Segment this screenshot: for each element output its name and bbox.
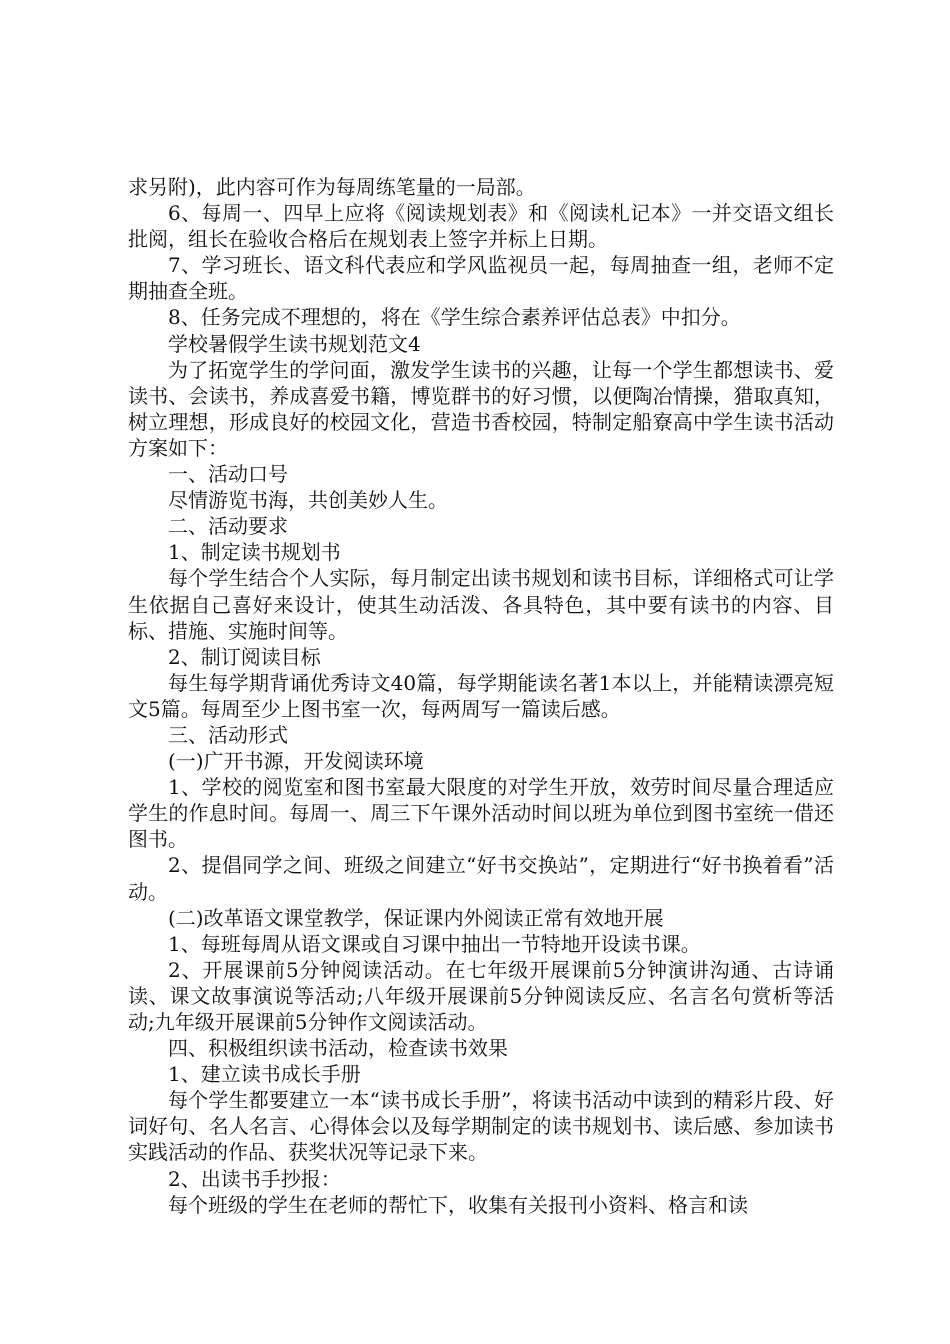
paragraph: 2、开展课前5分钟阅读活动。在七年级开展课前5分钟演讲沟通、古诗诵读、课文故事演说等活动;八年级开展课前5分钟阅读反应、名言名句赏析等活动;九年级开展课前5分钟作文阅读活动。 <box>128 957 834 1034</box>
section-heading: 四、积极组织读书活动，检查读书效果 <box>168 1036 508 1061</box>
section-heading: 一、活动口号 <box>168 462 288 487</box>
subsection-heading: (二)改革语文课堂教学，保证课内外阅读正常有效地开展 <box>168 905 664 930</box>
paragraph: 7、学习班长、语文科代表应和学风监视员一起，每周抽查一组，老师不定期抽查全班。 <box>128 253 834 304</box>
section-heading: 二、活动要求 <box>168 514 288 539</box>
paragraph: 每个学生结合个人实际，每月制定出读书规划和读书目标，详细格式可让学生依据自己喜好来设计，使其生动活泼、各具特色，其中要有读书的内容、目标、措施、实施时间等。 <box>128 566 834 643</box>
paragraph: 1、每班每周从语文课或自习课中抽出一节特地开设读书课。 <box>168 931 701 956</box>
paragraph: 6、每周一、四早上应将《阅读规划表》和《阅读札记本》一并交语文组长批阅，组长在验收合格后在规划表上签字并标上日期。 <box>128 201 834 252</box>
paragraph: 每生每学期背诵优秀诗文40篇，每学期能读名著1本以上，并能精读漂亮短文5篇。每周至少上图书室一次，每两周写一篇读后感。 <box>128 670 834 721</box>
paragraph: 每个班级的学生在老师的帮忙下，收集有关报刊小资料、格言和读 <box>168 1192 748 1217</box>
paragraph: 1、学校的阅览室和图书室最大限度的对学生开放，效劳时间尽量合理适应学生的作息时间。每周一、周三下午课外活动时间以班为单位到图书室统一借还图书。 <box>128 775 834 852</box>
document-body <box>128 174 834 1218</box>
subsection-heading: 2、制订阅读目标 <box>168 644 321 669</box>
section-heading: 三、活动形式 <box>168 722 288 747</box>
paragraph: 尽情游览书海，共创美妙人生。 <box>168 488 448 513</box>
paragraph: 8、任务完成不理想的，将在《学生综合素养评估总表》中扣分。 <box>168 305 741 330</box>
paragraph: 每个学生都要建立一本“读书成长手册”，将读书活动中读到的精彩片段、好词好句、名人名言、心得体会以及每学期制定的读书规划书、读后感、参加读书实践活动的作品、获奖状况等记录下来。 <box>128 1088 834 1165</box>
paragraph: 求另附)，此内容可作为每周练笔量的一局部。 <box>128 175 536 199</box>
section-title: 学校暑假学生读书规划范文4 <box>168 331 421 356</box>
subsection-heading: (一)广开书源，开发阅读环境 <box>168 749 424 774</box>
subsection-heading: 2、出读书手抄报： <box>168 1166 341 1191</box>
subsection-heading: 1、建立读书成长手册 <box>168 1062 361 1087</box>
paragraph: 2、提倡同学之间、班级之间建立“好书交换站”，定期进行“好书换着看”活动。 <box>128 853 834 904</box>
paragraph: 为了拓宽学生的学问面，激发学生读书的兴趣，让每一个学生都想读书、爱读书、会读书，养成喜爱书籍，博览群书的好习惯，以便陶冶情操，猎取真知，树立理想，形成良好的校园文化，营造书香校园，特制定船寮高中学生读书活动方案如下： <box>128 357 834 460</box>
subsection-heading: 1、制定读书规划书 <box>168 540 341 565</box>
